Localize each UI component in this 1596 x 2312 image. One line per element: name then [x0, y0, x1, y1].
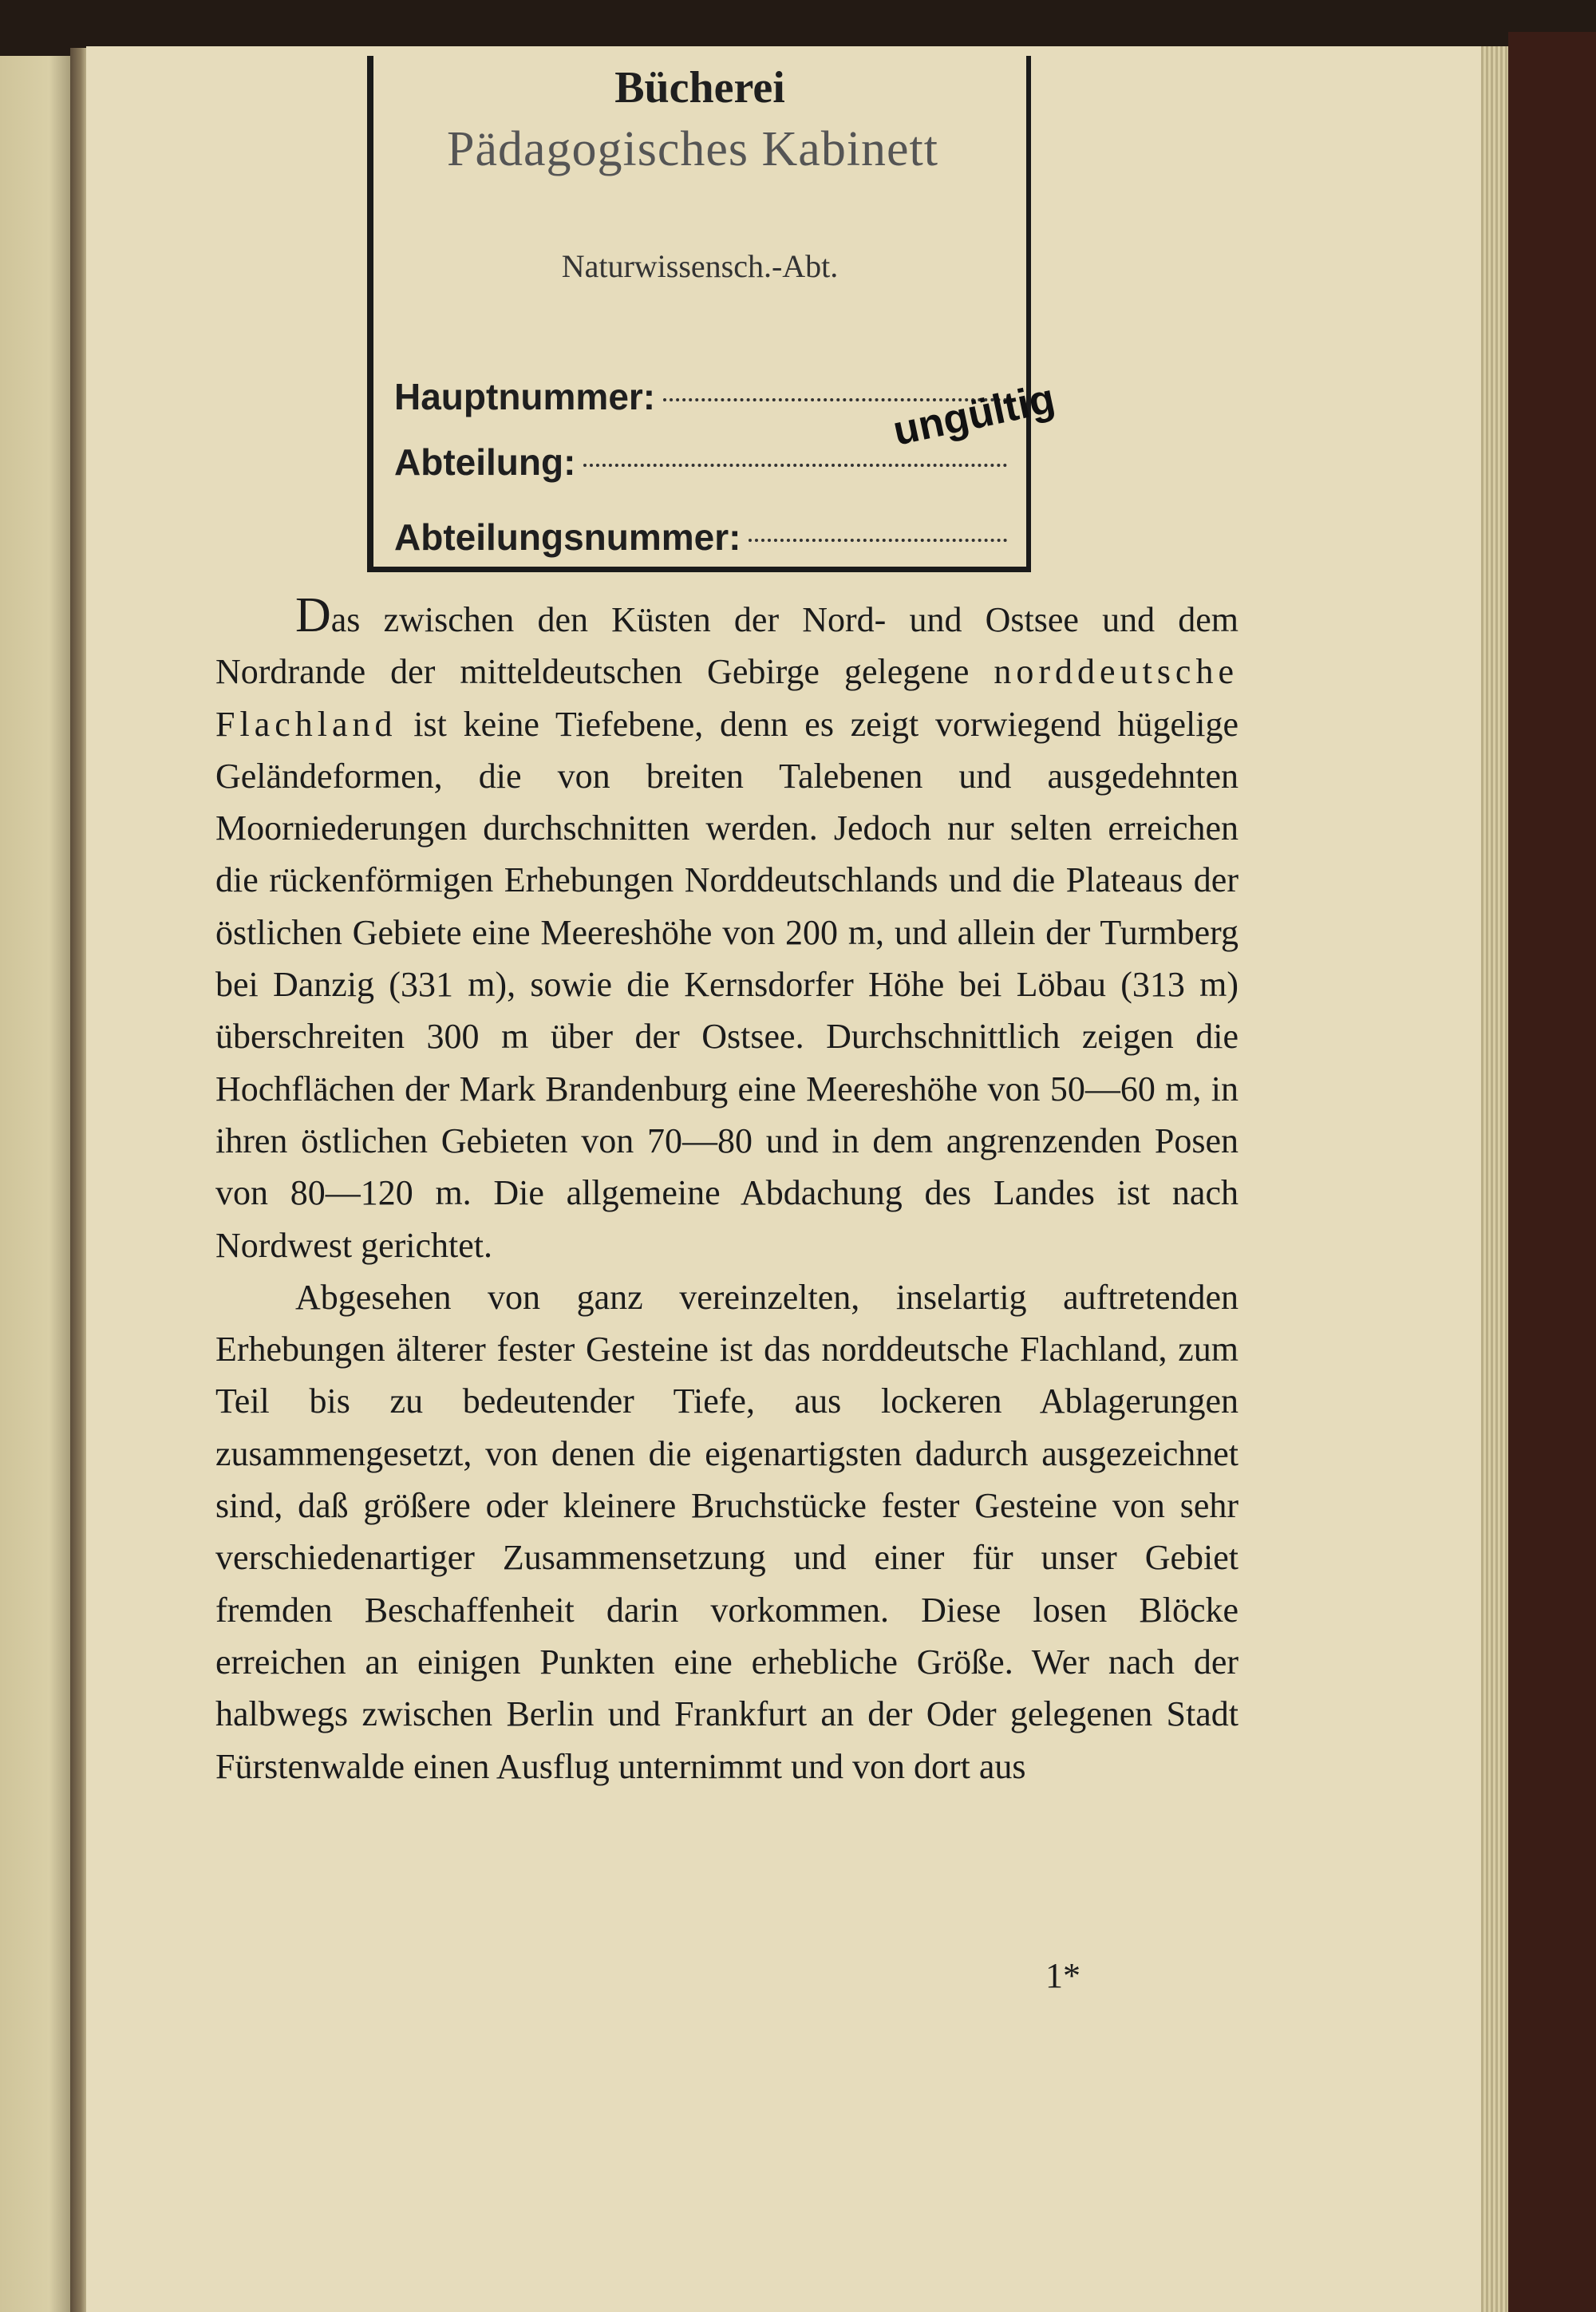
signature-mark: 1*	[1045, 1956, 1080, 1995]
facing-page-edge	[0, 56, 70, 2312]
drop-cap: D	[295, 588, 331, 642]
book-cover-edge	[1508, 32, 1596, 2312]
body-text	[215, 588, 1238, 1792]
page-stack-edge	[1481, 46, 1508, 2312]
book-gutter	[70, 48, 88, 2312]
stamp-field-dotted-line	[583, 464, 1007, 467]
stamp-department: Naturwissensch.-Abt.	[561, 248, 839, 284]
stamp-institution: Pädagogisches Kabinett	[446, 122, 939, 176]
stamp-field-label: Abteilungsnummer:	[394, 516, 741, 558]
stamp-field-abteilungsnummer	[394, 516, 1007, 559]
paragraph-text: as zwischen den Küsten der Nord- und Ostsee und dem Nordrande der mitteldeutschen Gebirge gelegene	[215, 600, 1238, 692]
paragraph-1	[215, 588, 1238, 1271]
stamp-title: Bücherei	[614, 63, 785, 113]
stamp-field-label: Abteilung:	[394, 441, 576, 483]
stamp-overprint: ungültig	[889, 375, 1059, 455]
emphasized-text: norddeutsche Flachland	[215, 652, 1238, 744]
stamp-field-dotted-line	[749, 539, 1007, 542]
paragraph-2: Abgesehen von ganz vereinzelten, inselartig auftretenden Erhebungen älterer fester Gesteine ist das norddeutsche Flachland, zum Teil bis zu bedeutender Tiefe, aus lockeren Ablagerungen zusammengesetzt, von denen die eigenartigsten dadurch ausgezeichnet sind, daß größere oder kleinere Bruchstücke fester Gesteine von sehr verschiedenartiger Zusammensetzung und einer für unser Gebiet fremden Beschaffenheit darin vorkommen. Diese losen Blöcke erreichen an einigen Punkten eine erhebliche Größe. Wer nach der halbwegs zwischen Berlin und Frankfurt an der Oder gelegenen Stadt Fürstenwalde einen Ausflug unternimmt und von dort aus	[215, 1277, 1238, 1786]
library-stamp	[367, 56, 1059, 572]
paragraph-text: ist keine Tiefebene, denn es zeigt vorwiegend hügelige Geländeformen, die von breiten Talebenen und ausgedehnten Moorniederungen durchschnitten werden. Jedoch nur selten erreichen die rückenförmigen Erhebungen Norddeutschlands und die Plateaus der östlichen Gebiete eine Meereshöhe von 200 m, und allein der Turmberg bei Danzig (331 m), sowie die Kernsdorfer Höhe bei Löbau (313 m) überschreiten 300 m über der Ostsee. Durchschnittlich zeigen die Hochflächen der Mark Brandenburg eine Meereshöhe von 50—60 m, in ihren östlichen Gebieten von 70—80 und in dem angrenzenden Posen von 80—120 m. Die allgemeine Abdachung des Landes ist nach Nordwest gerichtet.	[215, 704, 1238, 1265]
stamp-field-label: Hauptnummer:	[394, 376, 656, 417]
